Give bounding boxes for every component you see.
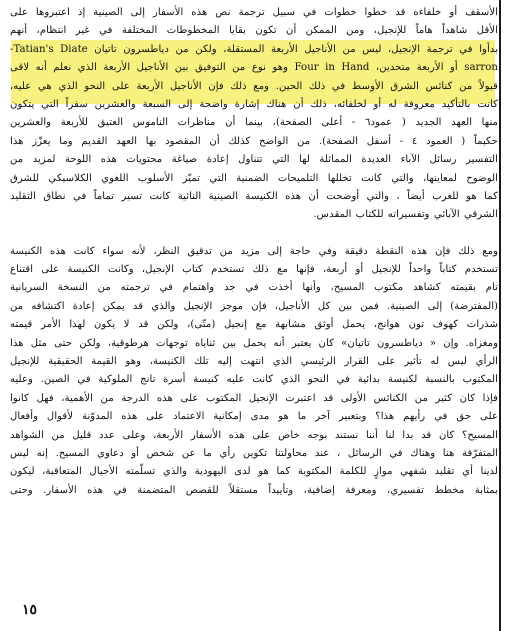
text-line: الوضوح لمعاينها، والتي كانت تخللها التلميحات الضمنية التي تميّز الأسلوب اللغوي الكلاسيكي للشرق xyxy=(10,172,498,184)
text-line: قبولاً من كنائس الشرق الأوسط في ذلك الحين. ومع ذلك فإن الأناجيل الأربعة على النحو الذي هي عليه، xyxy=(10,80,498,92)
page-number: ١٥ xyxy=(22,602,38,618)
text-line: تستخدم كتاباً واحداً للإنجيل أو أربعة، فإنها مع ذلك تستخدم كتاب الإنجيل، وكانت الكنيسة على اقتناع xyxy=(10,264,498,276)
text-line: المتفرّقة هنا وهناك في الرسائل ، عند محاولتنا تكوين رأي ما عن شخص أو دعاوي المسيح. إنه ليس xyxy=(10,447,498,459)
text-line: منها العهد الجديد ( عمود٦ - أعلى الصفحة)، بينما أن مناظرات الناموس العتيق للأربعة والعشرين xyxy=(10,117,498,129)
text-line: ومغزاه. وإن « دياطسرون تاتيان» كان يعتبر أنه يحمل بين ثناياه توجهات هرطوقية، ولكن حتى مثل هذا xyxy=(10,337,498,349)
text-line: فإذا كان كثير من الكنائس الأولى قد اعتبرت الإنجيل المكتوب على هذه الدرجة من الأهمية، فهل كانوا xyxy=(10,392,498,404)
text-line: sarron أو الأربعة متحدين، Four in Hand وهو نوع من التوفيق بين الأناجيل الأربعة الذي نعلم أنه لاقى xyxy=(10,62,498,74)
text-line: لدينا أي تقليد شفهي موازٍ للكلمة المكتوبة كما هو لدى اليهودية والذي تسلّمته الأجيال المتعاقبة، ليكون xyxy=(10,466,498,478)
text-line: الرأي ليس له تأثير على القرار الرئيسي الذي انتهت إليه تلك الكنيسة، وهو القيمة الحقيقية للإنجيل xyxy=(10,356,498,368)
text-line: المكتوب بالنسبة لكنيسة بدائية في النحو الذي كانت عليه كنيسة أسرة تانج الملوكية في الصين. وعليه xyxy=(10,374,498,386)
text-line: الأسقف أو خلفاءه قد خطوا خطوات في سبيل ترجمة نص هذه الأسفار إلى الصينية إذ اعتبروها على xyxy=(10,7,498,18)
text-line: شذرات كهوف تون هوانج، يحمل أوثق مشابهة مع إنجيل (متّى)، ولكن قد لا يكون لهذا الأمر قيمته xyxy=(10,319,498,331)
text-line: المسيح؟ كان قد بدا لنا أننا نستند بوجه خاص على هذه الأسفار الأربعة، وعلى عدد قليل من الشواهد xyxy=(10,429,498,441)
text-line: على حق في رأيهم هذا؟ وبتعبير آخر ما هو مدى إمكانية الاعتماد على هذه المدوّنة لأقوال وأفعال xyxy=(10,411,498,423)
paragraph-1 xyxy=(10,4,498,225)
text-line: (المفترضة) إلى الصينية. فمن بين كل الأناجيل، فإن موجز الإنجيل والذي قد يمكن إعادة اكتشافه من xyxy=(10,300,498,312)
text-line: تام بقيمته كشاهد مكتوب المسيح، وأنها أخذت في جد واهتمام في ترجمته من النسخة السريانية xyxy=(10,282,498,294)
text-line: كما هو للغرب أيضاً ، والتي أوضحت أن هذه الكنيسة الصينية النائية كانت تسير تماماً في نطاق التقليد xyxy=(10,190,498,202)
text-line: بدأوا في ترجمة الإنجيل، ليس من الأناجيل الأربعة المستقلة، ولكن من دياطسرون تاتيان Tatian's Diate- xyxy=(10,43,498,55)
text-line: الأقل شاهداً هاماً للإنجيل، ومن الممكن أن تكون بقايا المخطوطات المختلفة في غير انتظام، أنهم xyxy=(10,25,498,37)
text-line: الشرقي الآبائي وتفسيراته للكتاب المقدس. xyxy=(313,209,498,221)
page-edge-line xyxy=(499,0,501,631)
text-line: حكيماً ( العمود ٤ - أسفل الصفحة). من الواضح كذلك أن المقصود بها العهد القديم وما يعزّز هذا xyxy=(10,135,498,147)
text-line: ومع ذلك فإن هذه النقطة دقيقة وفي حاجة إلى مزيد من تدقيق النظر، لأنه سواء كانت هذه الكنيسة xyxy=(10,245,498,257)
text-line: التفسير رسائل الآباء العديدة المماثلة لها التي تتناول إعادة صياغة محتويات هذه اللوحة لمزيد من xyxy=(10,154,498,166)
paragraph-gap xyxy=(10,225,498,243)
paragraph-2 xyxy=(10,243,498,500)
text-line: بمثابة مخطط تفسيري، ومعرفة إضافية، وتأييداً مستقلاً للقصص المتضمنة في هذه الأسفار. وحتى xyxy=(10,484,498,496)
text-line: كانت بالتأكيد معروفة له أو لخلفائه، ذلك أن هناك إشارة واضحة إلى السبعة والعشرين سفراً التي يتكون xyxy=(10,98,498,110)
text-column xyxy=(10,4,498,500)
